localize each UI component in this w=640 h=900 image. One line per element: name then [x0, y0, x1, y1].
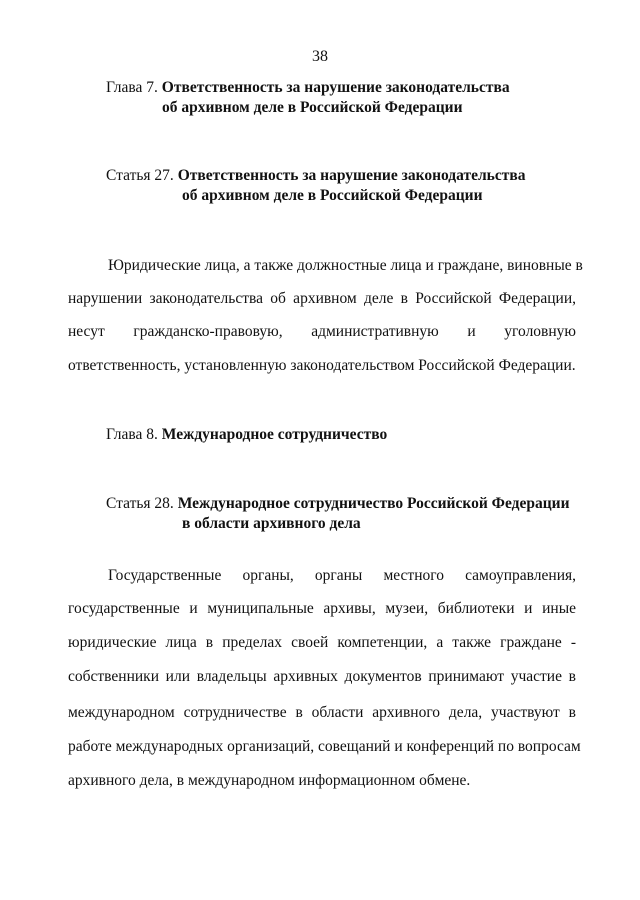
article-28-line-7: архивного дела, в международном информационном обмене. — [68, 772, 471, 789]
article-27-line-2: нарушении законодательства об архивном деле в Российской Федерации, — [68, 290, 576, 307]
article-28-line-1: Государственные органы, органы местного самоуправления, — [108, 567, 576, 584]
article-28-prefix: Статья 28. — [106, 495, 174, 512]
article-28-title-line-2: в области архивного дела — [182, 515, 361, 532]
article-27-heading — [106, 166, 526, 206]
article-27-prefix: Статья 27. — [106, 167, 174, 184]
chapter-7-heading — [106, 78, 510, 118]
article-28-line-3: юридические лица в пределах своей компетенции, а также граждане - — [68, 634, 576, 651]
article-28-line-5: международном сотрудничестве в области архивного дела, участвуют в — [68, 704, 576, 721]
chapter-7-title-line-2: об архивном деле в Российской Федерации — [162, 99, 463, 116]
chapter-8-heading — [106, 425, 387, 445]
article-28-title-line-1: Международное сотрудничество Российской Федерации — [177, 495, 570, 512]
article-28-line-4: собственники или владельцы архивных документов принимают участие в — [68, 668, 576, 685]
chapter-7-prefix: Глава 7. — [106, 79, 158, 96]
article-28-heading — [106, 494, 570, 534]
article-28-line-6: работе международных организаций, совещаний и конференций по вопросам — [68, 738, 581, 755]
chapter-8-title: Международное сотрудничество — [161, 426, 388, 443]
article-27-line-3: несут гражданско-правовую, административную и уголовную — [68, 323, 576, 340]
article-27-line-4: ответственность, установленную законодательством Российской Федерации. — [68, 357, 576, 374]
article-27-title-line-2: об архивном деле в Российской Федерации — [182, 187, 483, 204]
chapter-8-prefix: Глава 8. — [106, 426, 158, 443]
article-28-line-2: государственные и муниципальные архивы, музеи, библиотеки и иные — [68, 600, 576, 617]
chapter-7-title-line-1: Ответственность за нарушение законодательства — [161, 79, 510, 96]
page-number: 38 — [312, 48, 328, 65]
article-27-title-line-1: Ответственность за нарушение законодательства — [177, 167, 526, 184]
article-27-line-1: Юридические лица, а также должностные лица и граждане, виновные в — [108, 257, 583, 274]
